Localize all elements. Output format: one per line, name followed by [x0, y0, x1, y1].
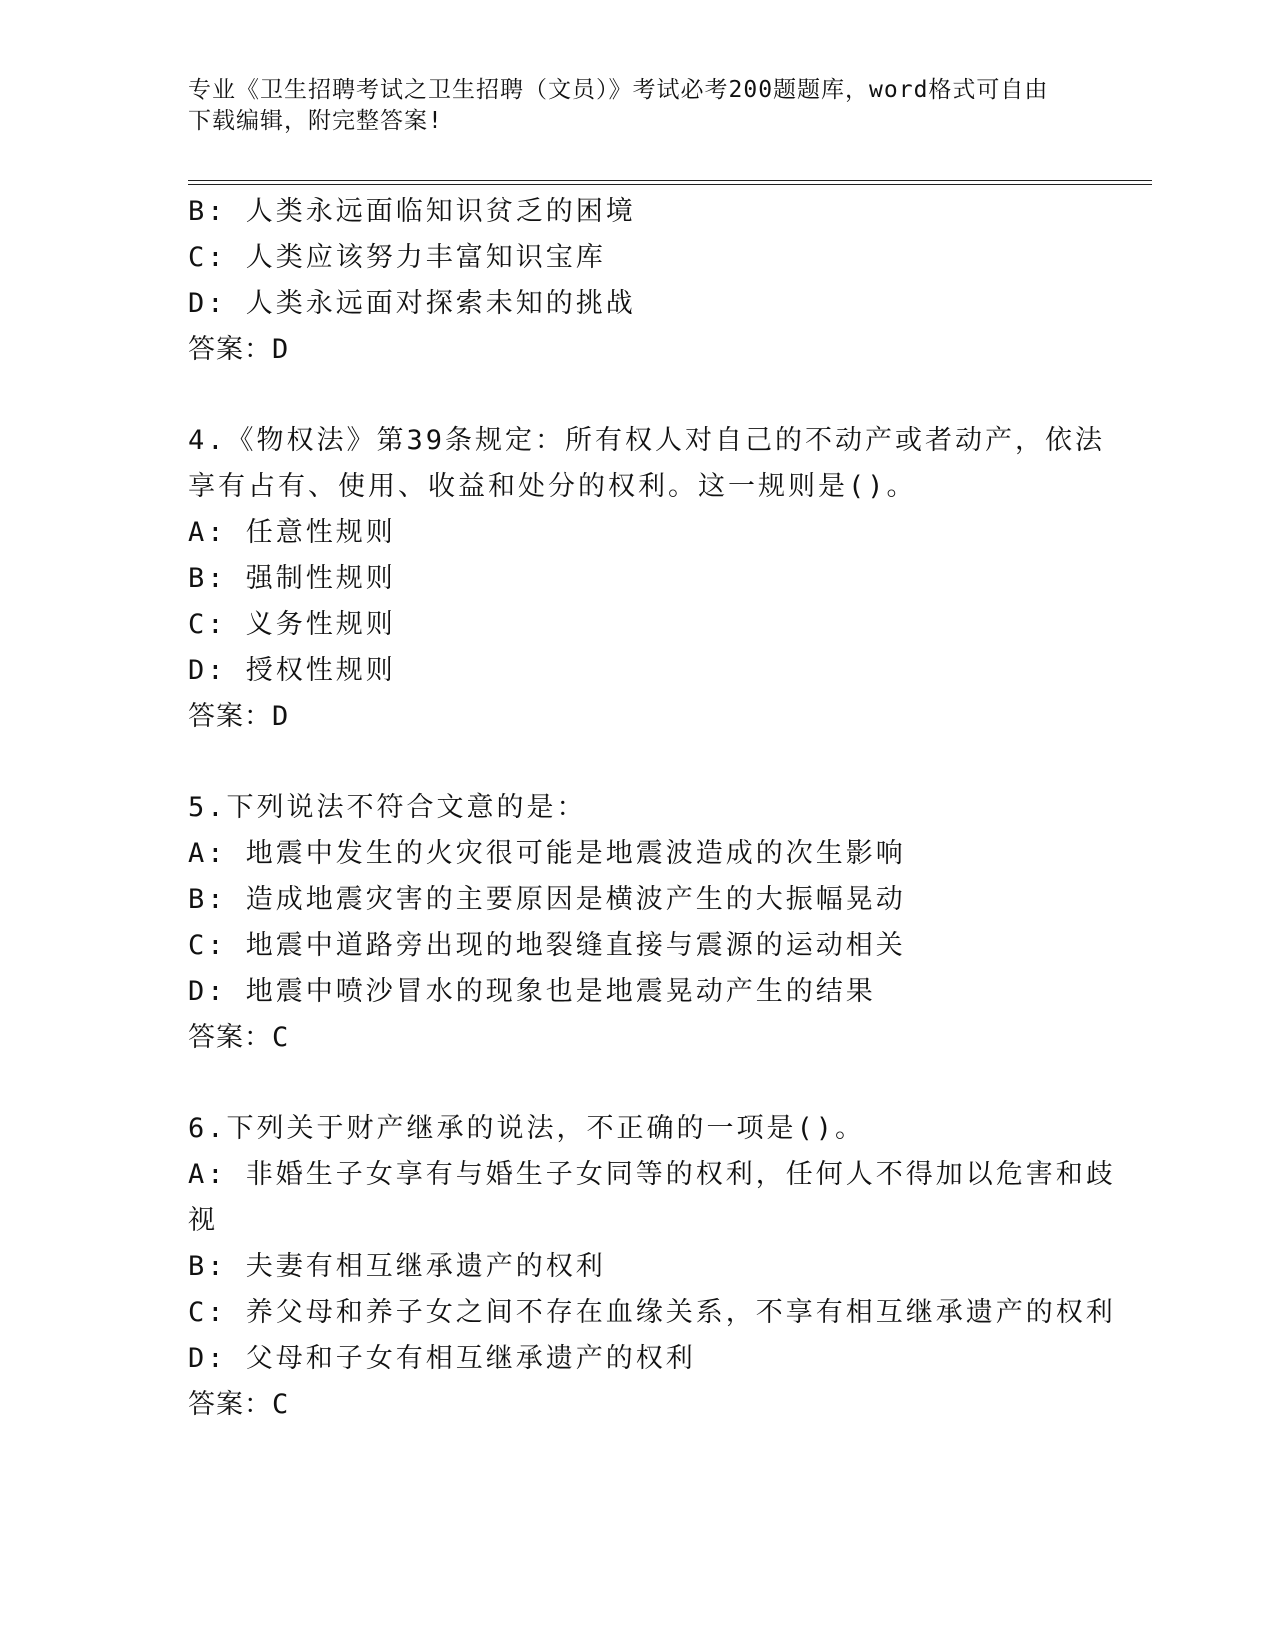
- question-3-answer: [188, 327, 1088, 373]
- question-6: [188, 1106, 1116, 1428]
- question-6-option-b: B: 夫妻有相互继承遗产的权利: [188, 1251, 606, 1282]
- question-5-stem: 5.下列说法不符合文意的是：: [188, 792, 587, 823]
- question-6-option-c: C: 养父母和养子女之间不存在血缘关系，不享有相互继承遗产的权利: [188, 1297, 1116, 1328]
- question-3-option-c: C: 人类应该努力丰富知识宝库: [188, 242, 606, 273]
- answer-label: 答案：: [188, 1389, 272, 1420]
- question-4-option-c: C: 义务性规则: [188, 609, 396, 640]
- question-5-option-a: A: 地震中发生的火灾很可能是地震波造成的次生影响: [188, 838, 906, 869]
- question-6-option-d: D: 父母和子女有相互继承遗产的权利: [188, 1343, 696, 1374]
- question-6-option-a-line-2: 视: [188, 1205, 218, 1236]
- question-4-option-b: B: 强制性规则: [188, 563, 396, 594]
- question-5-option-b: B: 造成地震灾害的主要原因是横波产生的大振幅晃动: [188, 884, 906, 915]
- question-4-option-d: D: 授权性规则: [188, 655, 396, 686]
- question-5-option-c: C: 地震中道路旁出现的地裂缝直接与震源的运动相关: [188, 930, 906, 961]
- header-divider-bottom: [188, 184, 1152, 185]
- question-6-option-a-line-1: A: 非婚生子女享有与婚生子女同等的权利，任何人不得加以危害和歧: [188, 1159, 1116, 1190]
- question-6-answer: [188, 1382, 1088, 1428]
- question-4-option-a: A: 任意性规则: [188, 517, 396, 548]
- header-divider-top: [188, 180, 1152, 181]
- question-list: [188, 189, 1116, 1428]
- question-4: [188, 418, 1106, 740]
- answer-value: C: [272, 1022, 291, 1053]
- answer-value: C: [272, 1389, 291, 1420]
- question-5-option-d: D: 地震中喷沙冒水的现象也是地震晃动产生的结果: [188, 976, 876, 1007]
- answer-label: 答案：: [188, 1022, 272, 1053]
- question-3: [188, 189, 1088, 373]
- question-5: [188, 785, 1088, 1061]
- question-3-option-b: B: 人类永远面临知识贫乏的困境: [188, 196, 636, 227]
- answer-label: 答案：: [188, 701, 272, 732]
- question-4-answer: [188, 694, 1088, 740]
- question-4-stem-line-2: 享有占有、使用、收益和处分的权利。这一规则是()。: [188, 471, 917, 502]
- document-header: 专业《卫生招聘考试之卫生招聘（文员）》考试必考200题题库，word格式可自由下载编辑，附完整答案!: [188, 77, 1049, 134]
- answer-label: 答案：: [188, 334, 272, 365]
- question-4-stem-line-1: 4.《物权法》第39条规定：所有权人对自己的不动产或者动产，依法: [188, 425, 1106, 456]
- question-5-answer: [188, 1015, 1088, 1061]
- question-6-stem: 6.下列关于财产继承的说法，不正确的一项是()。: [188, 1113, 866, 1144]
- answer-value: D: [272, 701, 291, 732]
- question-3-option-d: D: 人类永远面对探索未知的挑战: [188, 288, 636, 319]
- answer-value: D: [272, 334, 291, 365]
